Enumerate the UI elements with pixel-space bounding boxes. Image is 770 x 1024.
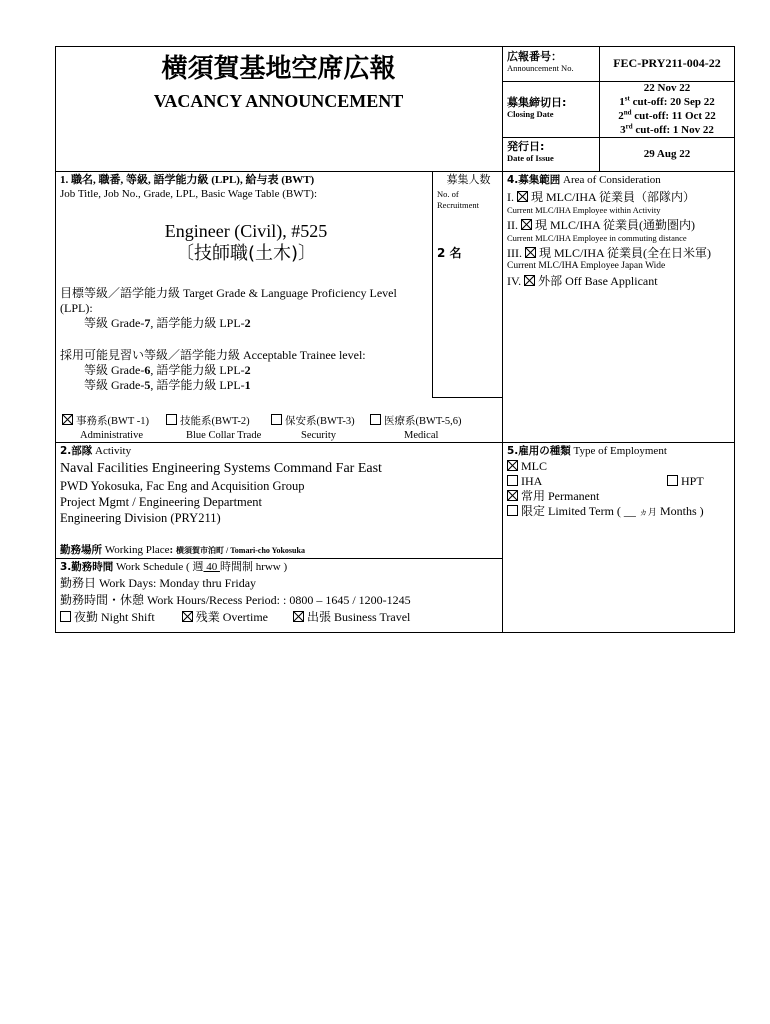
- section4: [507, 173, 733, 289]
- category-medical[interactable]: [370, 414, 500, 443]
- option-business-travel[interactable]: [293, 610, 410, 624]
- cutoff-3-ord: 3: [620, 124, 626, 136]
- checkbox-empty-icon[interactable]: [60, 611, 71, 622]
- header-bottom-line: [55, 171, 735, 172]
- issue-date-label: [507, 140, 554, 164]
- checkbox-checked-icon[interactable]: [521, 219, 532, 230]
- closing-date-label-jp: 募集締切日:: [507, 96, 567, 109]
- work-schedule-week-label: 週: [189, 561, 204, 573]
- cutoff-1-text: cut-off: 20 Sep 22: [629, 96, 715, 108]
- checkbox-checked-icon[interactable]: [293, 611, 304, 622]
- recruitment-label-en-1: No. of: [437, 189, 459, 199]
- recruitment-divider: [432, 171, 433, 397]
- trainee-1-lpl-label: , 語学能力級 LPL-: [150, 363, 245, 377]
- category-administrative-en: Administrative: [80, 430, 143, 441]
- section1-heading: 1. 職名, 職番, 等級, 語学能力級 (LPL), 給与表 (BWT): [60, 174, 315, 186]
- category-security-en: Security: [301, 430, 336, 441]
- employment-hpt[interactable]: [667, 474, 704, 489]
- checkbox-empty-icon[interactable]: [507, 505, 518, 516]
- cutoff-2-ord: 2: [618, 110, 624, 122]
- job-title-en: Engineer (Civil), #525: [164, 221, 328, 241]
- category-blue-collar-label: 技能系(BWT-2): [180, 416, 250, 427]
- trainee-label: 採用可能見習い等級／語学能力級 Acceptable Trainee level:: [60, 348, 366, 362]
- category-blue-collar-en: Blue Collar Trade: [186, 430, 262, 441]
- section4-heading-en: Area of Consideration: [560, 174, 661, 186]
- trainee-level-2: [60, 378, 432, 393]
- area-option-4-num: IV.: [507, 274, 522, 288]
- employment-limited-label-end: Months ): [656, 504, 704, 518]
- section2: [60, 444, 500, 526]
- announcement-no-label-en: Announcement No.: [507, 63, 574, 73]
- trainee-1-grade: 6: [144, 363, 151, 377]
- category-administrative[interactable]: [62, 414, 172, 443]
- category-blue-collar[interactable]: [166, 414, 276, 443]
- header-row-line-2: [502, 137, 735, 138]
- title-japanese: 横須賀基地空席広報: [161, 54, 396, 84]
- trainee-2-lpl-label: , 語学能力級 LPL-: [150, 378, 245, 392]
- working-place: 勤務場所 Working Place: 横須賀市泊町 / Tomari-cho Yokosuka: [60, 544, 305, 556]
- cutoff-3-sup: rd: [625, 122, 633, 131]
- closing-date-label: [507, 96, 566, 120]
- section3-top-line: [55, 558, 502, 559]
- section5-heading-jp: 5.雇用の種類: [507, 445, 571, 457]
- closing-date-label-en: Closing Date: [507, 109, 554, 119]
- area-option-1-jp: 現 MLC/IHA 従業員（部隊内）: [531, 190, 696, 204]
- recruitment-label-en-2: Recruitment: [437, 200, 480, 210]
- section5-heading-en: Type of Employment: [570, 445, 667, 457]
- issue-date-value: 29 Aug 22: [643, 148, 691, 160]
- section2-heading: [60, 444, 500, 458]
- trainee-2-grade: 5: [144, 378, 151, 392]
- area-option-1-en: Current MLC/IHA Employee within Activity: [507, 205, 661, 215]
- working-place-label-en: Working Place: [102, 544, 170, 556]
- employment-iha[interactable]: [507, 474, 542, 488]
- recruitment-label-jp: 募集人数: [446, 173, 491, 186]
- closing-date: 22 Nov 22: [643, 82, 691, 94]
- announcement-no-label: [507, 50, 574, 74]
- title-english: VACANCY ANNOUNCEMENT: [153, 91, 404, 111]
- section4-heading: [507, 173, 733, 187]
- category-administrative-label: 事務系(BWT -1): [76, 416, 150, 427]
- employment-permanent-label: 常用 Permanent: [521, 489, 600, 503]
- employment-hpt-label: HPT: [681, 474, 704, 488]
- work-schedule-heading-jp: 3.勤務時間: [60, 561, 114, 573]
- area-option-1-num: I.: [507, 190, 514, 204]
- section2-heading-jp: 2.部隊: [60, 445, 93, 457]
- section1-subheading: Job Title, Job No., Grade, LPL, Basic Wage Table (BWT):: [60, 188, 318, 200]
- area-option-2-num: II.: [507, 218, 518, 232]
- trainee-1-grade-label: 等級 Grade-: [84, 363, 145, 377]
- cutoff-1: [599, 95, 735, 109]
- employment-mlc[interactable]: [507, 459, 733, 474]
- work-days: 勤務日 Work Days: Monday thru Friday: [60, 576, 257, 590]
- job-title-jp: 〔技師職(土木)〕: [175, 243, 317, 264]
- trainee-1-lpl: 2: [244, 363, 251, 377]
- checkbox-checked-icon[interactable]: [507, 490, 518, 501]
- employment-limited-unit: ヵ月: [638, 508, 657, 518]
- employment-permanent[interactable]: [507, 489, 733, 504]
- section4-heading-jp: 4.募集範囲: [507, 174, 561, 186]
- issue-date-label-en: Date of Issue: [507, 153, 554, 163]
- cutoff-3-text: cut-off: 1 Nov 22: [632, 124, 714, 136]
- employment-iha-label: IHA: [521, 474, 543, 488]
- checkbox-checked-icon[interactable]: [182, 611, 193, 622]
- checkbox-empty-icon[interactable]: [166, 414, 177, 425]
- section5: [507, 444, 733, 521]
- work-hours: 勤務時間・休憩 Work Hours/Recess Period: : 0800 – 1645 / 1200-1245: [60, 593, 411, 607]
- checkbox-empty-icon[interactable]: [370, 414, 381, 425]
- section1: [60, 173, 432, 201]
- recruitment-count: 2 名: [437, 246, 462, 260]
- trainee-block: [60, 348, 432, 393]
- target-label-continued: (LPL):: [60, 301, 93, 315]
- closing-date-value: [599, 81, 735, 137]
- header-divider-vertical: [502, 46, 503, 633]
- area-option-4-jp: 外部 Off Base Applicant: [538, 274, 658, 288]
- checkbox-checked-icon[interactable]: [524, 275, 535, 286]
- category-medical-label: 医療系(BWT-5,6): [384, 416, 462, 427]
- work-schedule-heading: [60, 560, 500, 574]
- option-business-travel-label: 出張 Business Travel: [307, 610, 411, 624]
- checkbox-checked-icon[interactable]: [517, 191, 528, 202]
- checkbox-empty-icon[interactable]: [271, 414, 282, 425]
- checkbox-empty-icon[interactable]: [667, 475, 678, 486]
- trainee-2-lpl: 1: [244, 378, 251, 392]
- cutoff-2: [599, 109, 735, 123]
- working-place-label-jp: 勤務場所: [60, 544, 102, 556]
- activity-line-1: Naval Facilities Engineering Systems Command Far East: [60, 461, 382, 476]
- checkbox-empty-icon[interactable]: [507, 475, 518, 486]
- checkbox-checked-icon[interactable]: [62, 414, 73, 425]
- option-night-shift-label: 夜勤 Night Shift: [74, 610, 155, 624]
- job-title: [60, 220, 432, 266]
- area-option-3-num: III.: [507, 246, 522, 260]
- option-overtime-label: 残業 Overtime: [195, 610, 269, 624]
- activity-line-4: Engineering Division (PRY211): [60, 511, 221, 525]
- employment-mlc-label: MLC: [521, 459, 548, 473]
- section5-heading: [507, 444, 733, 458]
- employment-iha-row: [507, 474, 733, 489]
- cutoff-1-sup: st: [624, 94, 630, 103]
- work-schedule-week-unit: 時間制 hrww ): [219, 561, 288, 573]
- cutoff-3: [599, 123, 735, 137]
- option-overtime[interactable]: [182, 610, 268, 624]
- activity-line-3: Project Mgmt / Engineering Department: [60, 495, 263, 509]
- area-option-2-jp: 現 MLC/IHA 従業員(通勤圏内): [535, 218, 695, 232]
- working-place-value: 横須賀市泊町 / Tomari-cho Yokosuka: [175, 546, 305, 555]
- work-schedule-hours: 40: [203, 561, 220, 573]
- option-night-shift[interactable]: [60, 610, 155, 624]
- section3: [60, 560, 500, 625]
- target-lpl: 2: [244, 316, 251, 330]
- announcement-no-value: FEC-PRY211-004-22: [613, 56, 721, 70]
- target-lpl-label: , 語学能力級 LPL-: [150, 316, 245, 330]
- target-grade-label: 等級 Grade-: [84, 316, 145, 330]
- area-option-3[interactable]: [507, 246, 733, 272]
- area-option-2[interactable]: [507, 218, 733, 244]
- area-option-4[interactable]: [507, 274, 733, 289]
- issue-date-label-jp: 発行日:: [507, 140, 545, 153]
- cutoff-2-text: cut-off: 11 Oct 22: [631, 110, 716, 122]
- target-label: 目標等級／語学能力級 Target Grade & Language Proficiency Level: [60, 286, 397, 300]
- employment-limited[interactable]: [507, 504, 733, 521]
- cutoff-2-sup: nd: [623, 108, 632, 117]
- trainee-level-1: [60, 363, 432, 378]
- target-grade-block: [60, 286, 432, 331]
- target-value: [60, 316, 432, 331]
- activity-line-2: PWD Yokosuka, Fac Eng and Acquisition Group: [60, 479, 305, 493]
- trainee-2-grade-label: 等級 Grade-: [84, 378, 145, 392]
- checkbox-checked-icon[interactable]: [525, 247, 536, 258]
- category-security[interactable]: [271, 414, 371, 443]
- category-security-label: 保安系(BWT-3): [285, 416, 355, 427]
- area-option-2-en: Current MLC/IHA Employee in commuting distance: [507, 233, 687, 243]
- section2-heading-en: Activity: [92, 445, 132, 457]
- target-grade: 7: [144, 316, 151, 330]
- cutoff-1-ord: 1: [619, 96, 625, 108]
- area-option-3-en: Current MLC/IHA Employee Japan Wide: [507, 261, 666, 271]
- recruitment-bottom-line: [432, 397, 502, 398]
- schedule-options: [60, 610, 500, 625]
- employment-limited-months-blank[interactable]: __: [623, 504, 636, 518]
- area-option-1[interactable]: [507, 190, 733, 216]
- work-schedule-heading-en: Work Schedule (: [113, 561, 190, 573]
- area-option-3-jp: 現 MLC/IHA 従業員(全在日米軍): [539, 246, 711, 260]
- checkbox-checked-icon[interactable]: [507, 460, 518, 471]
- employment-limited-label: 限定 Limited Term (: [521, 504, 624, 518]
- announcement-no-label-jp: 広報番号：: [507, 50, 562, 63]
- recruitment-block: [437, 173, 500, 211]
- category-medical-en: Medical: [404, 430, 439, 441]
